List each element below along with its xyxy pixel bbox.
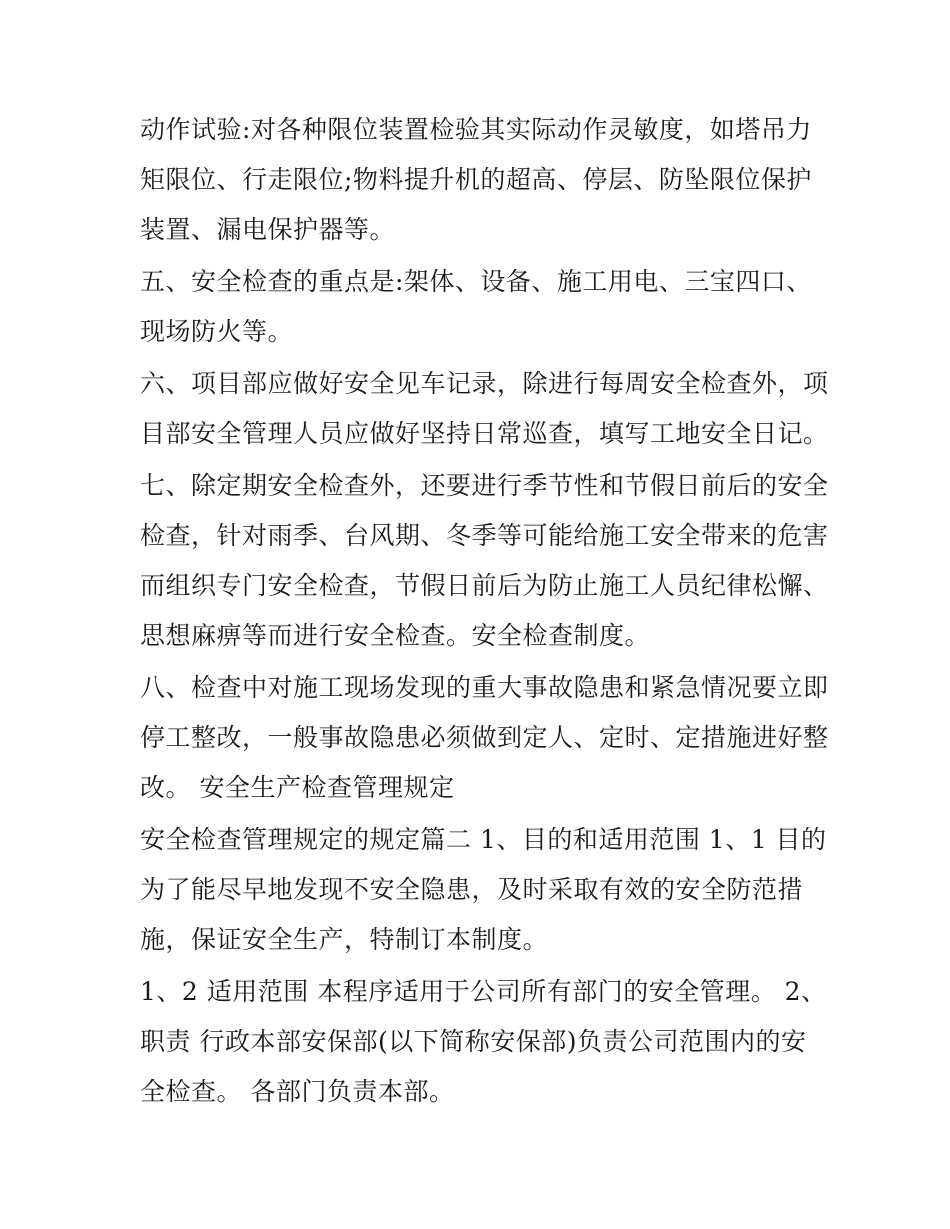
text-line: 检查，针对雨季、台风期、冬季等可能给施工安全带来的危害 xyxy=(140,521,829,550)
text-line: 矩限位、行走限位;物料提升机的超高、停层、防坠限位保护 xyxy=(140,165,812,194)
text-line: 停工整改，一般事故隐患必须做到定人、定时、定措施进好整 xyxy=(140,723,829,752)
text-line: 八、检查中对施工现场发现的重大事故隐患和紧急情况要立即 xyxy=(140,673,829,702)
text-line: 为了能尽早地发现不安全隐患，及时采取有效的安全防范措 xyxy=(140,875,804,904)
text-line: 1、2 适用范围 本程序适用于公司所有部门的安全管理。 2、 xyxy=(140,977,827,1006)
text-line: 职责 行政本部安保部(以下简称安保部)负责公司范围内的安 xyxy=(140,1027,807,1056)
text-line: 现场防火等。 xyxy=(140,317,294,346)
text-line: 安全检查管理规定的规定篇二 1、目的和适用范围 1、1 目的 xyxy=(140,825,827,854)
text-line: 全检查。 各部门负责本部。 xyxy=(140,1077,455,1106)
text-line: 动作试验:对各种限位装置检验其实际动作灵敏度，如塔吊力 xyxy=(140,115,812,144)
text-line: 改。 安全生产检查管理规定 xyxy=(140,773,455,802)
text-line: 而组织专门安全检查，节假日前后为防止施工人员纪律松懈、 xyxy=(140,571,829,600)
text-line: 七、除定期安全检查外，还要进行季节性和节假日前后的安全 xyxy=(140,471,829,500)
text-line: 装置、漏电保护器等。 xyxy=(140,215,396,244)
text-line: 思想麻痹等而进行安全检查。安全检查制度。 xyxy=(140,621,651,650)
text-line: 目部安全管理人员应做好坚持日常巡查，填写工地安全日记。 xyxy=(140,419,829,448)
text-line: 五、安全检查的重点是:架体、设备、施工用电、三宝四口、 xyxy=(140,267,812,296)
text-line: 六、项目部应做好安全见车记录，除进行每周安全检查外，项 xyxy=(140,369,829,398)
text-line: 施，保证安全生产，特制订本制度。 xyxy=(140,925,549,954)
